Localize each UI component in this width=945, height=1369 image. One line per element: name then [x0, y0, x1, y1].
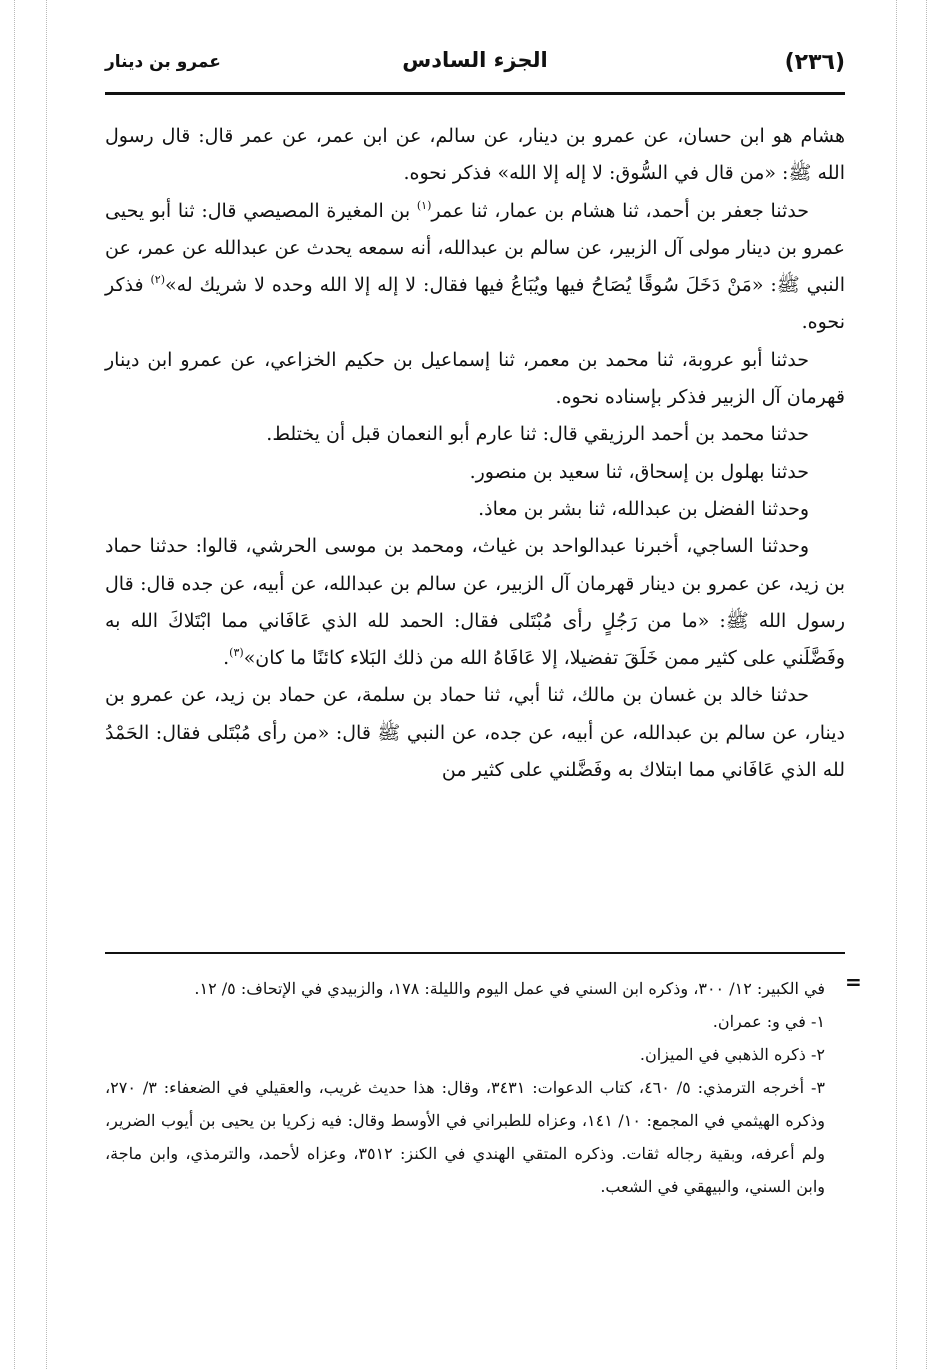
- paragraph: حدثنا محمد بن أحمد الرزيقي قال: ثنا عارم أبو النعمان قبل أن يختلط.: [266, 423, 809, 446]
- dotted-guide: [14, 0, 15, 1369]
- text-run: بن المغيرة المصيصي قال: ثنا أبو يحيى عمرو بن دينار مولى آل الزبير، عن سالم بن عبدالله، أنه سمعه يحدث عن عبدالله عن عمر، عن النبي ﷺ: «مَنْ دَخَلَ سُوقًا يُصَاحُ فيها ويُبَاعُ فيها فقال: لا إله إلا الله وحده لا شريك له»: [105, 199, 845, 297]
- text-run: وحدثنا الساجي، أخبرنا عبدالواحد بن غياث، ومحمد بن موسى الحرشي، قالوا: حدثنا حماد بن زيد، عن عمرو بن دينار قهرمان آل الزبير، عن سالم بن عبدالله، عن أبيه، عن جده قال: قال رسول الله ﷺ: «ما من رَجُلٍ رأى مُبْتَلى فقال: الحمد لله الذي عَافَاني مما ابْتَلاكَ الله به وفَضَّلَني على كثير ممن خَلَقَ تفضيلا، إلا عَافَاهُ الله من ذلك البَلاء كائنًا ما كان»: [105, 535, 845, 670]
- continuation-mark: =: [845, 970, 862, 994]
- paragraph: [105, 193, 845, 342]
- dotted-guide: [46, 0, 47, 1369]
- footnote: ٣- أخرجه الترمذي: ٥/ ٤٦٠، كتاب الدعوات: ٣٤٣١، وقال: هذا حديث غريب، والعقيلي في الضعفاء: ٣/ ٢٧٠، وذكره الهيثمي في المجمع: ١٠/ ١٤١، وعزاه للطبراني في الأوسط وقال: فيه زكريا بن يحيى بن أيوب الضرير، ولم أعرفه، وبقية رجاله ثقات. وذكره المتقي الهندي في الكنز: ٣٥١٢، وعزاه لأحمد، والترمذي، وابن ماجة، وابن السني، والبيهقي في الشعب.: [105, 1078, 826, 1196]
- footnote: في الكبير: ١٢/ ٣٠٠، وذكره ابن السني في عمل اليوم والليلة: ١٧٨، والزبيدي في الإتحاف: ٥/ ١٢.: [194, 979, 825, 998]
- footnotes: [105, 972, 825, 1203]
- text-run: .: [223, 647, 230, 670]
- footnote: ٢- ذكره الذهبي في الميزان.: [639, 1045, 825, 1064]
- section-title: الجزء السادس: [402, 48, 548, 72]
- footnote-reference: (١): [416, 198, 432, 212]
- footnote-reference: (٣): [229, 646, 244, 660]
- paragraph: وحدثنا الفضل بن عبدالله، ثنا بشر بن معاذ.: [478, 497, 809, 520]
- text-run: فذكر نحوه.: [105, 274, 845, 334]
- footnote-reference: (٢): [150, 273, 166, 287]
- dotted-guide: [896, 0, 897, 1369]
- narrator-heading: عمرو بن دينار: [105, 52, 221, 72]
- paragraph: حدثنا أبو عروبة، ثنا محمد بن معمر، ثنا إسماعيل بن حكيم الخزاعي، عن عمرو ابن دينار قهرمان آل الزبير فذكر بإسناده نحوه.: [105, 348, 845, 409]
- paragraph: هشام هو ابن حسان، عن عمرو بن دينار، عن سالم، عن ابن عمر، عن عمر قال: قال رسول الله ﷺ: «من قال في السُّوق: لا إله إلا الله» فذكر نحوه.: [105, 125, 845, 185]
- dotted-guide: [926, 0, 927, 1369]
- main-text: [105, 118, 845, 789]
- paragraph: حدثنا بهلول بن إسحاق، ثنا سعيد بن منصور.: [469, 460, 809, 483]
- header-rule: [105, 92, 845, 95]
- footnote-rule: [105, 952, 845, 954]
- paragraph: [105, 528, 845, 677]
- page-header: [105, 42, 845, 86]
- page-number: (٢٣٦): [784, 50, 845, 75]
- text-run: حدثنا جعفر بن أحمد، ثنا هشام بن عمار، ثنا عمر: [431, 199, 809, 222]
- footnote: ١- في و: عمران.: [712, 1012, 825, 1031]
- paragraph: حدثنا خالد بن غسان بن مالك، ثنا أبي، ثنا حماد بن سلمة، عن حماد بن زيد، عن عمرو بن دينار، عن سالم بن عبدالله، عن أبيه، عن جده، عن النبي ﷺ قال: «من رأى مُبْتَلى فقال: الحَمْدُ لله الذي عَافَاني مما ابتلاك به وفَضَّلني على كثير من: [105, 684, 845, 782]
